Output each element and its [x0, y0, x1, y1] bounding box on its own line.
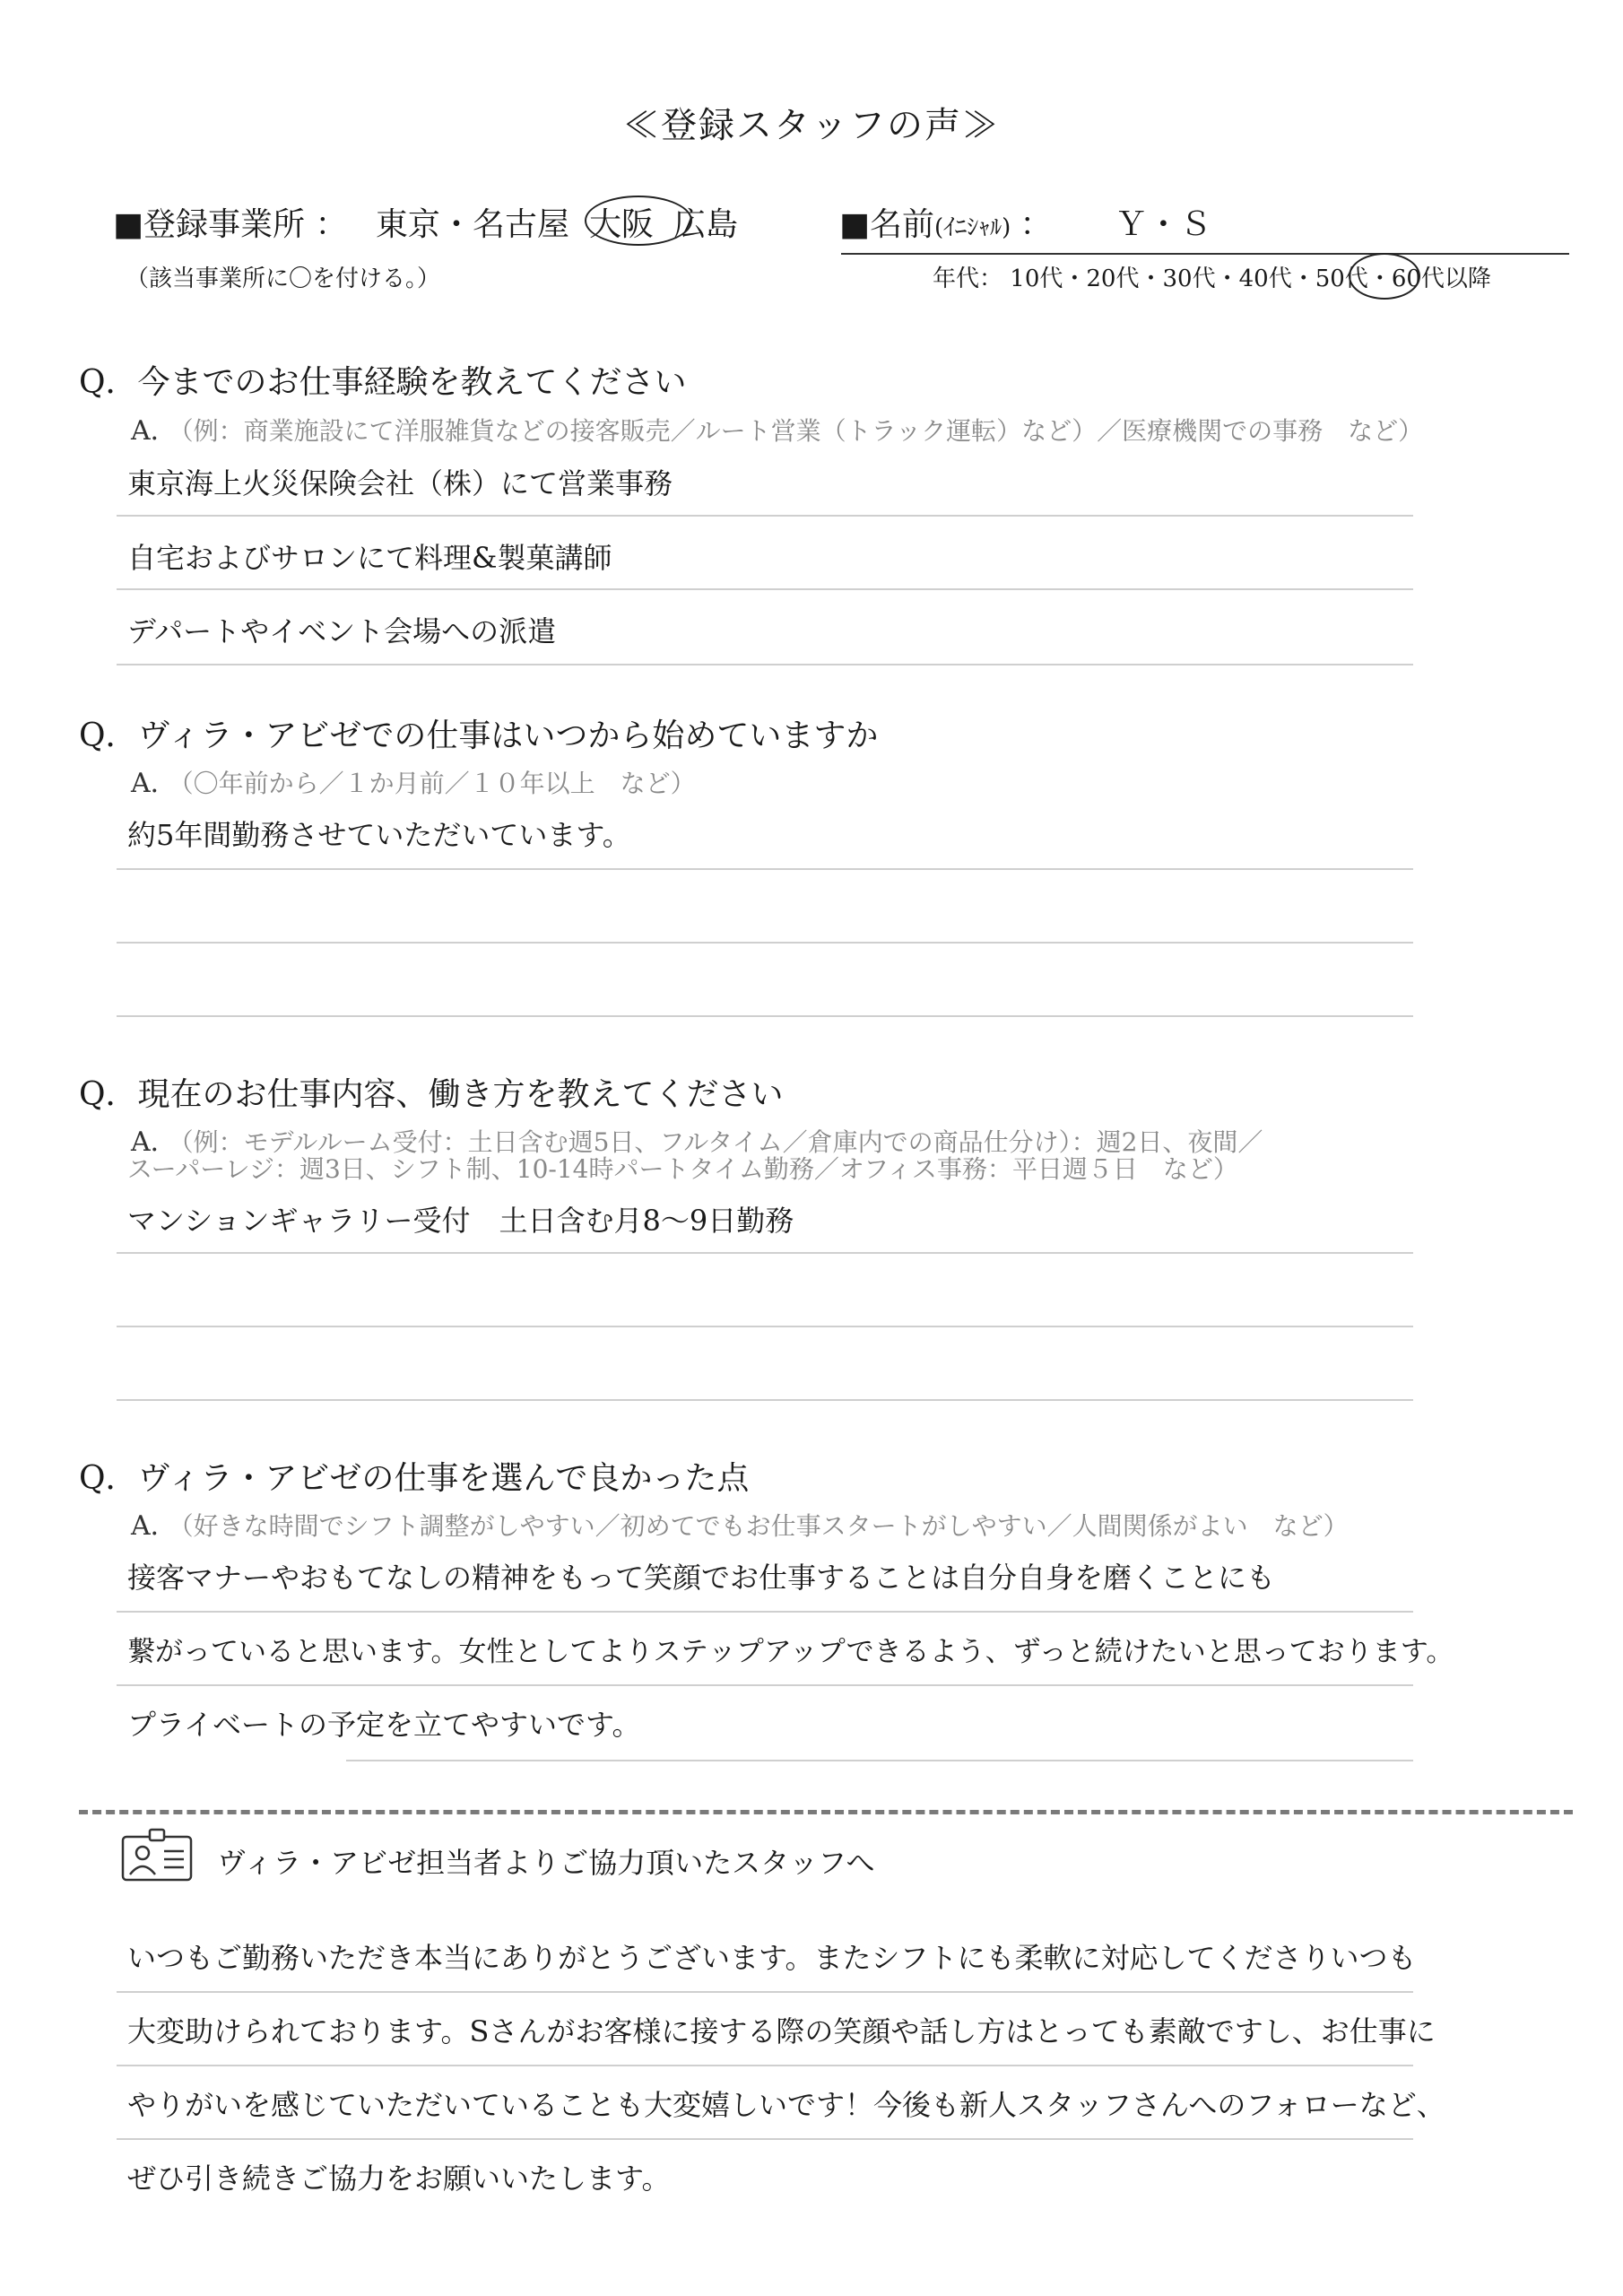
answer-rule [117, 1684, 1413, 1686]
selected-office-circle [585, 196, 692, 246]
answer-key: A． [131, 1510, 178, 1542]
question-1-hint [131, 408, 1423, 448]
office-option-hiroshima: 広島 [673, 206, 738, 243]
answer-rule [346, 1760, 1413, 1761]
name-colon: ： [1020, 206, 1053, 243]
name-sub-label: (ｲﾆｼｬﾙ) [934, 214, 1011, 241]
question-4: Q．ヴィラ・アビゼの仕事を選んで良かった点 [79, 1460, 750, 1497]
age-option: 60代以降 [1391, 265, 1491, 292]
answer-rule [117, 868, 1413, 870]
section-divider [79, 1810, 1573, 1814]
message-heading: ヴィラ・アビゼ担当者よりご協力頂いたスタッフへ [217, 1846, 875, 1880]
answer-rule [117, 664, 1413, 665]
answer-rule [117, 1611, 1413, 1613]
answer-line: マンションギャラリー受付 土日含む月8〜9日勤務 [127, 1204, 794, 1238]
answer-line: 約5年間勤務させていただいています。 [127, 818, 631, 852]
office-option-osaka-selected: 大阪 [588, 206, 654, 243]
answer-line: デパートやイベント会場への派遣 [127, 614, 557, 648]
message-rule [117, 1991, 1413, 1993]
answer-key: A． [131, 768, 178, 799]
office-label: ■登録事業所 ： [113, 206, 348, 243]
answer-line: 接客マナーやおもてなしの精神をもって笑顔でお仕事することは自分自身を磨くことにも [127, 1561, 1276, 1595]
name-row [839, 199, 1211, 245]
answer-rule [117, 1326, 1413, 1327]
id-card-icon [121, 1828, 193, 1882]
answer-rule [117, 588, 1413, 590]
hint-text: （例：モデルルーム受付：土日含む週5日、フルタイム／倉庫内での商品仕分け）：週2日、夜間／ [180, 1127, 1263, 1157]
answer-key: A． [131, 1126, 178, 1158]
name-underline [841, 253, 1569, 255]
answer-line: 繋がっていると思います。女性としてよりステップアップできるよう、ずっと続けたいと思っております。 [127, 1636, 1454, 1668]
answer-rule [117, 1015, 1413, 1017]
age-option: 30代 [1162, 265, 1216, 292]
age-option-selected: 50代 [1315, 265, 1368, 292]
office-sep: ・ [439, 206, 473, 243]
name-label: ■名前 [839, 206, 935, 243]
question-2: Q．ヴィラ・アビゼでの仕事はいつから始めていますか [79, 718, 879, 754]
name-initials: Ｙ・Ｓ [1115, 206, 1212, 243]
question-4-hint [131, 1503, 1349, 1543]
answer-rule [117, 1399, 1413, 1401]
office-option-tokyo: 東京 [375, 206, 440, 243]
age-option: 10代 [1010, 265, 1063, 292]
message-line: 大変助けられております。Sさんがお客様に接する際の笑顔や話し方はとっても素敵ですし、お仕事に [127, 2014, 1436, 2048]
age-option: 40代 [1238, 265, 1292, 292]
answer-line: 東京海上火災保険会社（株）にて営業事務 [127, 466, 673, 500]
message-line: やりがいを感じていただいていることも大変嬉しいです！今後も新人スタッフさんへのフォローなど、 [127, 2088, 1445, 2122]
office-note: （該当事業所に〇を付ける。） [126, 265, 441, 292]
hint-text: （〇年前から／１か月前／１０年以上 など） [180, 769, 696, 798]
answer-rule [117, 515, 1413, 517]
question-1: Q．今までのお仕事経験を教えてください [79, 364, 687, 401]
hint-text: （好きな時間でシフト調整がしやすい／初めてでもお仕事スタートがしやすい／人間関係がよい など） [180, 1511, 1349, 1541]
office-option-nagoya: 名古屋 [472, 206, 569, 243]
answer-rule [117, 942, 1413, 944]
question-3-hint-line2: スーパーレジ：週3日、シフト制、10-14時パートタイム勤務／オフィス事務：平日週５日 など） [127, 1154, 1238, 1184]
message-rule [117, 2138, 1413, 2140]
answer-rule [117, 1252, 1413, 1254]
answer-key: A． [131, 415, 178, 447]
hint-text: （例：商業施設にて洋服雑貨などの接客販売／ルート営業（トラック運転）など）／医療機関での事務 など） [180, 416, 1424, 446]
selected-age-circle [1349, 253, 1420, 300]
message-line: いつもご勤務いただき本当にありがとうございます。またシフトにも柔軟に対応してくださりいつも [127, 1941, 1417, 1975]
age-label: 年代： [933, 265, 1003, 292]
question-2-hint [131, 761, 696, 800]
answer-line: プライベートの予定を立てやすいです。 [127, 1708, 641, 1742]
message-line: ぜひ引き続きご協力をお願いいたします。 [127, 2161, 671, 2196]
age-row: 年代： 10代・20代・30代・40代・50代・60代以降 [933, 265, 1491, 292]
answer-line: 自宅およびサロンにて料理&製菓講師 [127, 541, 612, 575]
age-option: 20代 [1086, 265, 1140, 292]
message-rule [117, 2065, 1413, 2066]
question-3: Q．現在のお仕事内容、働き方を教えてください [79, 1076, 784, 1113]
page-title: ≪登録スタッフの声≫ [623, 105, 1000, 146]
